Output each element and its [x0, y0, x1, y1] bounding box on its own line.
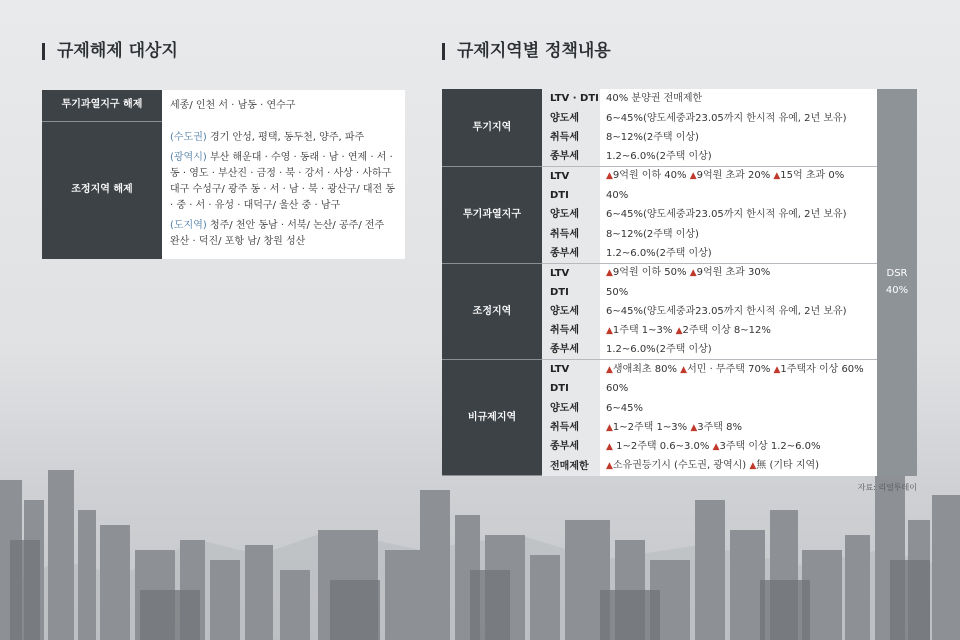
city-name: 부산 [209, 152, 230, 163]
policy-label: LTV [542, 166, 600, 185]
triangle-up-icon: ▲ [606, 422, 613, 433]
policy-value [600, 128, 877, 147]
triangle-up-icon: ▲ [606, 325, 613, 336]
text-segment: 3주택 이상 1.2~6.0% [719, 440, 821, 452]
region-category: 투기과열지구 [442, 166, 542, 263]
city-name: 인천 [195, 99, 216, 111]
text-segment: 50% [606, 286, 629, 298]
text-segment: 1주택자 이상 60% [780, 363, 864, 375]
text-segment: 남/ [244, 236, 264, 247]
region-paragraph [170, 130, 397, 146]
triangle-up-icon: ▲ [712, 441, 720, 452]
policy-value [600, 457, 877, 476]
triangle-up-icon: ▲ [680, 364, 688, 375]
text-segment: 1~2주택 0.6~3.0% [612, 440, 713, 452]
policy-label: 취득세 [542, 321, 600, 340]
policy-value [600, 224, 877, 243]
policy-value [600, 89, 877, 108]
policy-label: LTV [542, 263, 600, 282]
triangle-up-icon: ▲ [690, 422, 698, 433]
policy-value [600, 282, 877, 301]
text-segment: 서 · 남동 · 연수구 [215, 99, 296, 111]
dsr-note: DSR 40% [877, 89, 917, 476]
right-section-title: 규제지역별 정책내용 [442, 43, 611, 60]
city-name: 청주 [209, 220, 230, 231]
row-content [162, 90, 405, 121]
text-segment: / [229, 220, 236, 231]
policy-label: 취득세 [542, 418, 600, 437]
city-name: 논산 [313, 220, 333, 231]
triangle-up-icon: ▲ [606, 171, 613, 182]
city-name: 광주 [228, 184, 248, 195]
policy-label: 양도세 [542, 399, 600, 418]
table-row [442, 263, 917, 282]
policy-label: 종부세 [542, 437, 600, 456]
policy-label: 양도세 [542, 205, 600, 224]
city-name: 울산 [279, 200, 299, 211]
triangle-up-icon: ▲ [606, 461, 613, 472]
policy-label: 취득세 [542, 128, 600, 147]
policy-label: LTV [542, 360, 600, 379]
table-row [442, 360, 917, 379]
city-name: 천안 [235, 220, 256, 231]
policy-label: 종부세 [542, 340, 600, 359]
row-header: 투기과열지구 해제 [42, 90, 162, 121]
policy-label: 취득세 [542, 224, 600, 243]
table-row [442, 166, 917, 185]
city-name: 경기 [209, 132, 230, 143]
policy-value [600, 166, 877, 185]
deregulation-table [42, 90, 405, 259]
region-tag: (광역시) [170, 152, 210, 163]
text-segment: 동남 · 서북/ [255, 220, 314, 231]
policy-label: 종부세 [542, 147, 600, 166]
text-segment: 동 · 서 · 남 · 북 · 광산구/ [247, 184, 363, 195]
row-header: 조정지역 해제 [42, 121, 162, 259]
text-segment: 無 (기타 지역) [756, 460, 820, 472]
policy-value [600, 205, 877, 224]
text-segment: 1.2~6.0%(2주택 이상) [606, 150, 712, 162]
text-segment: / [358, 220, 365, 231]
city-name: 세종 [170, 99, 190, 111]
city-name: 포항 [224, 236, 245, 247]
text-segment: 2주택 이상 8~12% [682, 324, 771, 336]
region-paragraph [170, 218, 397, 250]
policy-table [442, 89, 917, 476]
triangle-up-icon: ▲ [689, 171, 697, 182]
text-segment: 9억원 이하 50% [612, 267, 690, 279]
text-segment: 완산 · 덕진/ [170, 236, 225, 247]
text-segment: 6~45% [606, 402, 643, 414]
text-segment: 6~45%(양도세중과23.05까지 한시적 유예, 2년 보유) [606, 209, 847, 221]
policy-value [600, 147, 877, 166]
policy-value [600, 399, 877, 418]
policy-value [600, 379, 877, 398]
city-name: 대구 [170, 184, 190, 195]
table-row [42, 121, 405, 259]
text-segment: 9억원 이하 40% [612, 170, 690, 182]
text-segment: 9억원 초과 20% [696, 170, 774, 182]
policy-label: LTV · DTI [542, 89, 600, 108]
triangle-up-icon: ▲ [606, 364, 613, 375]
text-segment: 동 · 중 · 서 · 유성 · 대덕구/ [170, 184, 396, 211]
text-segment: 1주택 1~3% [612, 324, 676, 336]
triangle-up-icon: ▲ [749, 461, 757, 472]
policy-value [600, 244, 877, 263]
text-segment: 서민 · 무주택 70% [687, 363, 774, 375]
policy-label: 전매제한 [542, 457, 600, 476]
policy-label: 양도세 [542, 302, 600, 321]
policy-value [600, 418, 877, 437]
text-segment: 수성구/ [189, 184, 229, 195]
text-segment: 3주택 8% [697, 421, 742, 433]
text-segment: 6~45%(양도세중과23.05까지 한시적 유예, 2년 보유) [606, 112, 847, 124]
text-segment: / [332, 220, 339, 231]
city-name: 전주 [364, 220, 385, 231]
text-segment: 안성, 평택, 동두천, 양주, 파주 [229, 132, 365, 143]
policy-value [600, 437, 877, 456]
text-segment: 60% [606, 383, 629, 395]
triangle-up-icon: ▲ [675, 325, 683, 336]
policy-label: DTI [542, 282, 600, 301]
region-paragraph [170, 150, 397, 214]
text-segment: 소유권등기시 (수도권, 광역시) [612, 460, 750, 472]
text-segment: 1~2주택 1~3% [612, 421, 691, 433]
policy-label: 양도세 [542, 108, 600, 127]
text-segment: 9억원 초과 30% [696, 267, 771, 279]
city-name: 공주 [338, 220, 359, 231]
text-segment: 1.2~6.0%(2주택 이상) [606, 344, 712, 356]
policy-value [600, 321, 877, 340]
policy-table-container [442, 89, 917, 476]
policy-label: DTI [542, 186, 600, 205]
left-section-title: 규제해제 대상지 [42, 43, 178, 60]
text-segment: / [189, 99, 196, 111]
region-paragraph [170, 98, 397, 114]
policy-label: 종부세 [542, 244, 600, 263]
policy-label: DTI [542, 379, 600, 398]
text-segment: 8~12%(2주택 이상) [606, 228, 699, 240]
text-segment: 15억 초과 0% [780, 170, 845, 182]
region-category: 투기지역 [442, 89, 542, 166]
region-tag: (도지역) [170, 220, 210, 231]
table-row [442, 89, 917, 108]
policy-value [600, 302, 877, 321]
text-segment: 성산 [282, 236, 306, 247]
table-row [42, 90, 405, 121]
city-name: 창원 [263, 236, 283, 247]
triangle-up-icon: ▲ [606, 268, 613, 279]
region-category: 비규제지역 [442, 360, 542, 476]
policy-value [600, 360, 877, 379]
text-segment: 1.2~6.0%(2주택 이상) [606, 247, 712, 259]
region-tag: (수도권) [170, 132, 210, 143]
triangle-up-icon: ▲ [773, 171, 781, 182]
text-segment: 40% 분양권 전매제한 [606, 93, 703, 105]
text-segment: 6~45%(양도세중과23.05까지 한시적 유예, 2년 보유) [606, 305, 847, 317]
row-content [162, 121, 405, 259]
policy-value [600, 263, 877, 282]
city-name: 대전 [362, 184, 383, 195]
text-segment: 해운대 · 수영 · 동래 · 남 · 연제 · 서 · 동 · 영도 · 부산진 · 금정 · 북 · 강서 · 사상 · 사하구 [170, 152, 393, 179]
policy-value [600, 340, 877, 359]
triangle-up-icon: ▲ [689, 268, 697, 279]
text-segment: 8~12%(2주택 이상) [606, 131, 699, 143]
text-segment: 생애최초 80% [612, 363, 681, 375]
triangle-up-icon: ▲ [606, 441, 613, 452]
text-segment: 40% [606, 189, 629, 201]
source-note: 자료: 리얼투데이 [857, 483, 917, 492]
policy-value [600, 108, 877, 127]
triangle-up-icon: ▲ [773, 364, 781, 375]
region-category: 조정지역 [442, 263, 542, 360]
text-segment: 중 · 남구 [298, 200, 341, 211]
policy-value [600, 186, 877, 205]
